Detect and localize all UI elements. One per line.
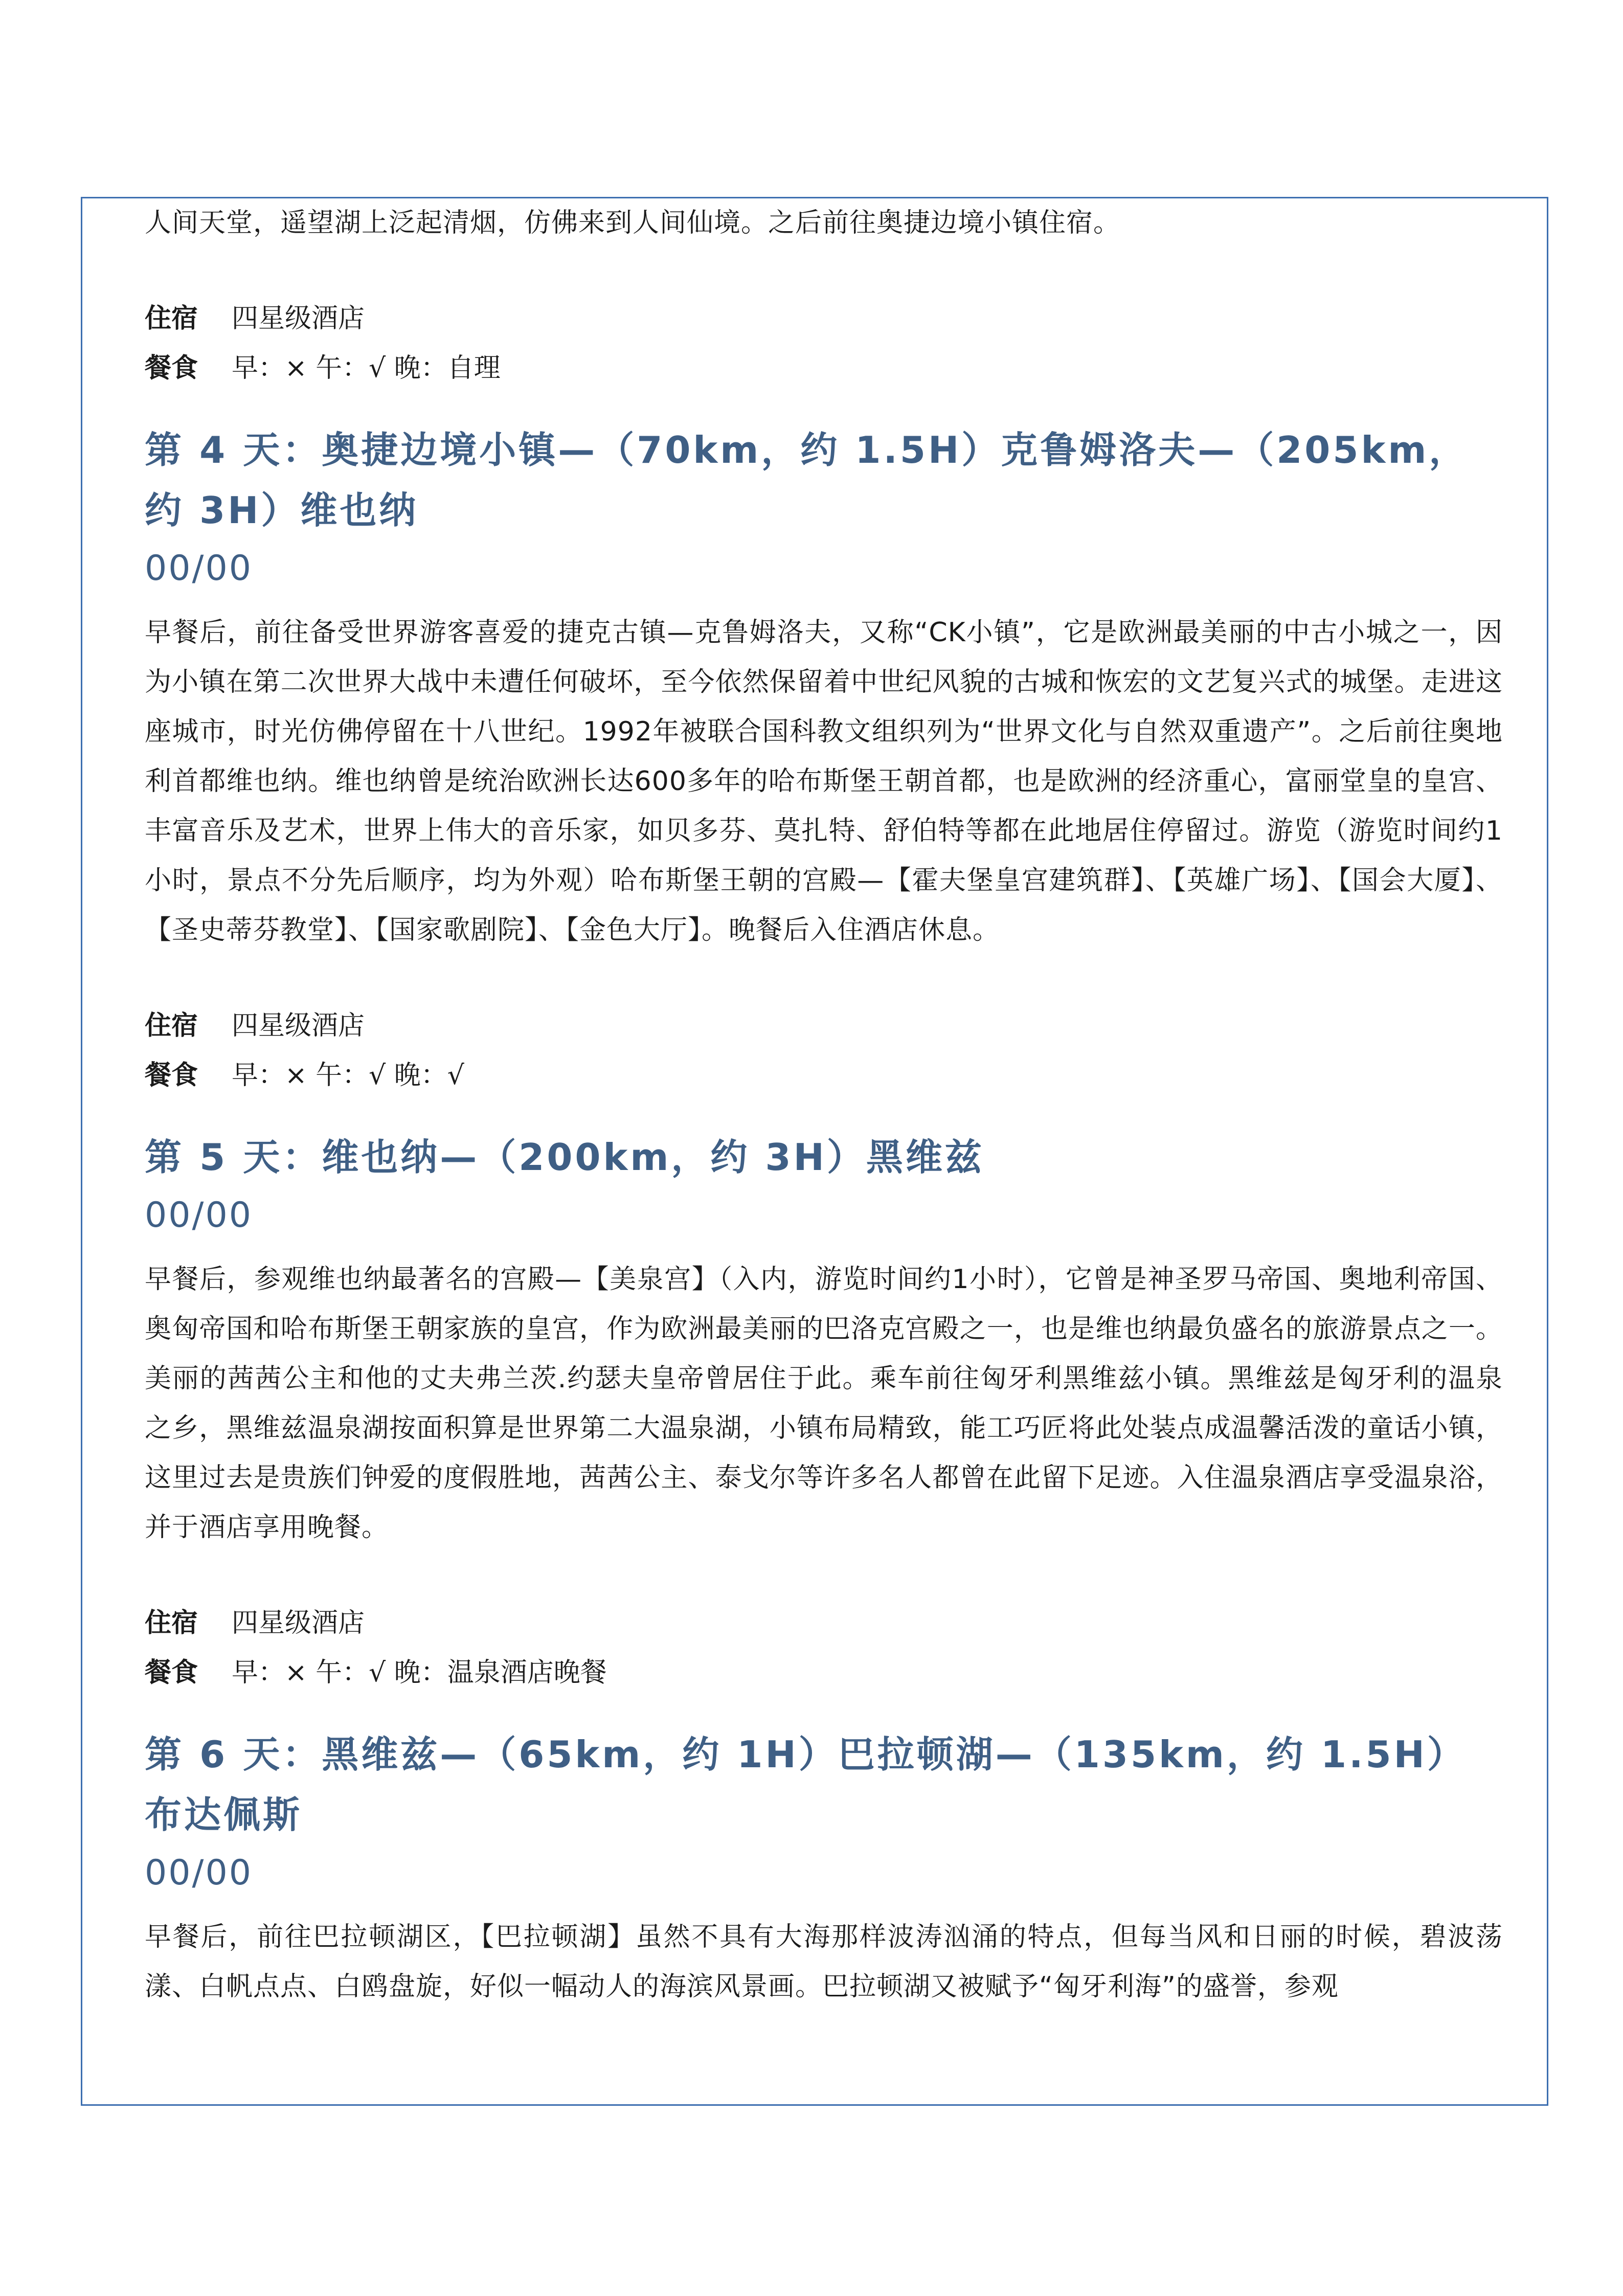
day-4-info-block (145, 1001, 1503, 1100)
day-4-date: 00/00 (145, 548, 253, 589)
meal-row (145, 344, 1503, 393)
day-4-description: 早餐后，前往备受世界游客喜爱的捷克古镇—克鲁姆洛夫，又称“CK小镇”，它是欧洲最美丽的中古小城之一，因为小镇在第二次世界大战中未遭任何破坏，至今依然保留着中世纪风貌的古城和恢宏的文艺复兴式的城堡。走进这座城市，时光仿佛停留在十八世纪。1992年被联合国科教文组织列为“世界文化与自然双重遗产”。之后前往奥地利首都维也纳。维也纳曾是统治欧洲长达600多年的哈布斯堡王朝首都，也是欧洲的经济重心，富丽堂皇的皇宫、丰富音乐及艺术，世界上伟大的音乐家，如贝多芬、莫扎特、舒伯特等都在此地居住停留过。游览（游览时间约1小时，景点不分先后顺序，均为外观）哈布斯堡王朝的宫殿—【霍夫堡皇宫建筑群】、【英雄广场】、【国会大厦】、【圣史蒂芬教堂】、【国家歌剧院】、【金色大厅】。晚餐后入住酒店休息。 (145, 617, 1503, 946)
meal-value: 早：× 午：√ 晚：√ (232, 1060, 464, 1091)
meal-row (145, 1051, 1503, 1100)
stay-row (145, 1001, 1503, 1051)
intro-paragraph: 人间天堂，遥望湖上泛起清烟，仿佛来到人间仙境。之后前往奥捷边境小镇住宿。 (145, 208, 1121, 238)
meal-label: 餐食 (145, 1657, 198, 1688)
stay-value: 四星级酒店 (232, 303, 365, 334)
itinerary-frame (81, 197, 1548, 2106)
stay-label: 住宿 (145, 1010, 198, 1041)
intro-info-block (145, 294, 1503, 393)
day-5-title: 第 5 天：维也纳—（200km，约 3H）黑维兹 (145, 1136, 984, 1179)
meal-label: 餐食 (145, 1060, 198, 1091)
day-5-description: 早餐后，参观维也纳最著名的宫殿—【美泉宫】（入内，游览时间约1小时），它曾是神圣罗马帝国、奥地利帝国、奥匈帝国和哈布斯堡王朝家族的皇宫，作为欧洲最美丽的巴洛克宫殿之一，也是维也纳最负盛名的旅游景点之一。美丽的茜茜公主和他的丈夫弗兰茨.约瑟夫皇帝曾居住于此。乘车前往匈牙利黑维兹小镇。黑维兹是匈牙利的温泉之乡，黑维兹温泉湖按面积算是世界第二大温泉湖，小镇布局精致，能工巧匠将此处装点成温馨活泼的童话小镇，这里过去是贵族们钟爱的度假胜地，茜茜公主、泰戈尔等许多名人都曾在此留下足迹。入住温泉酒店享受温泉浴，并于酒店享用晚餐。 (145, 1264, 1503, 1543)
stay-row (145, 294, 1503, 344)
stay-value: 四星级酒店 (232, 1608, 365, 1638)
day-6-title: 第 6 天：黑维兹—（65km，约 1H）巴拉顿湖—（135km，约 1.5H）布达佩斯 (145, 1733, 1467, 1836)
meal-value: 早：× 午：√ 晚：自理 (232, 353, 501, 384)
day-6-description: 早餐后，前往巴拉顿湖区，【巴拉顿湖】虽然不具有大海那样波涛汹涌的特点，但每当风和日丽的时候，碧波荡漾、白帆点点、白鸥盘旋，好似一幅动人的海滨风景画。巴拉顿湖又被赋予“匈牙利海”的盛誉，参观 (145, 1922, 1503, 2002)
day-5-info-block (145, 1599, 1503, 1698)
meal-row (145, 1648, 1503, 1698)
meal-value: 早：× 午：√ 晚：温泉酒店晚餐 (232, 1657, 607, 1688)
stay-label: 住宿 (145, 303, 198, 334)
stay-row (145, 1599, 1503, 1648)
day-5-date: 00/00 (145, 1195, 253, 1235)
itinerary-content (145, 198, 1503, 2012)
day-6-date: 00/00 (145, 1853, 253, 1893)
day-4-title: 第 4 天：奥捷边境小镇—（70km，约 1.5H）克鲁姆洛夫—（205km，约 3H）维也纳 (145, 429, 1469, 532)
stay-label: 住宿 (145, 1608, 198, 1638)
meal-label: 餐食 (145, 353, 198, 384)
stay-value: 四星级酒店 (232, 1010, 365, 1041)
